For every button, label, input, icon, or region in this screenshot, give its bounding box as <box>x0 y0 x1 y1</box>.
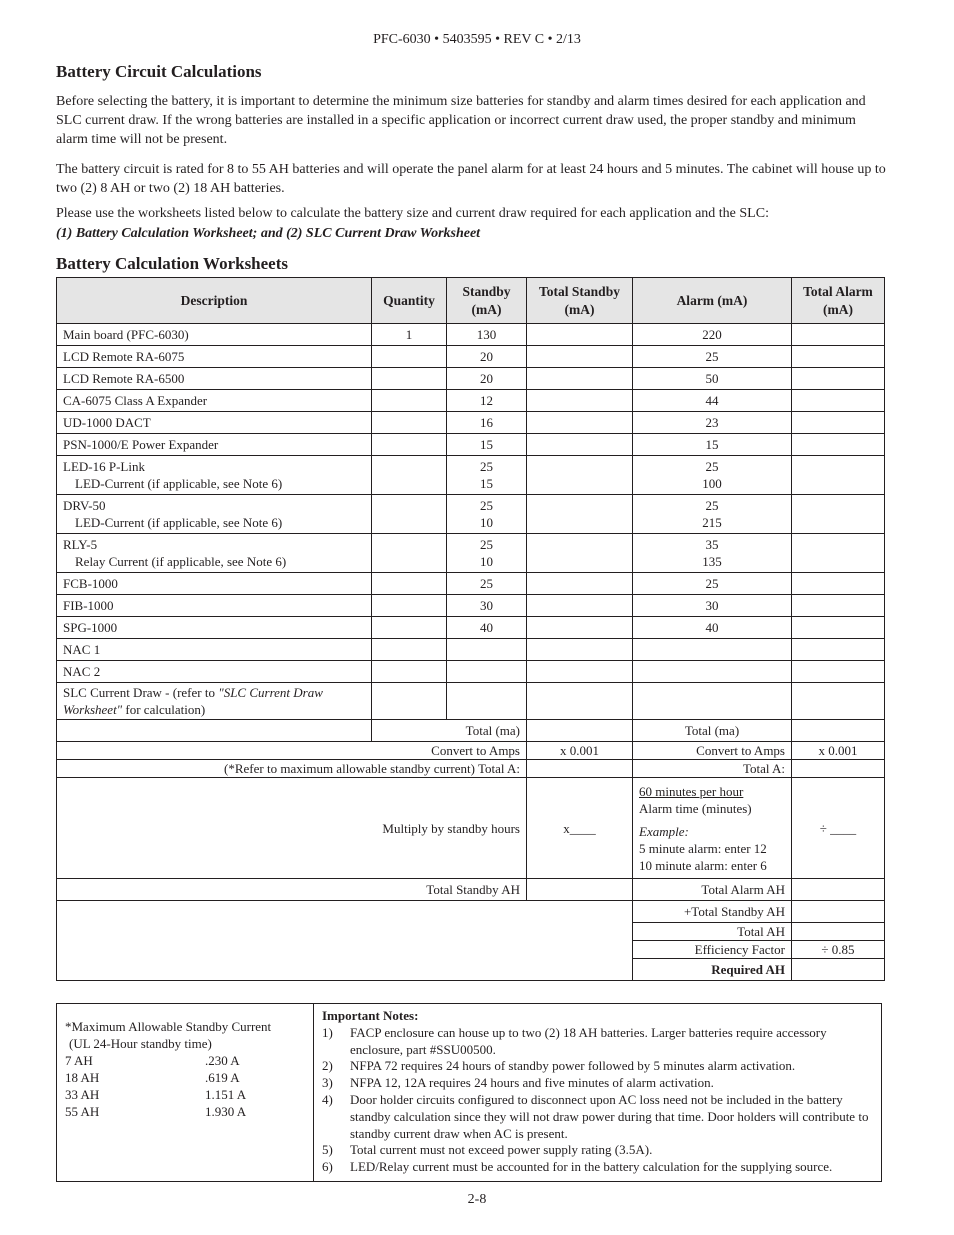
required-ah-cell[interactable] <box>792 959 885 981</box>
row-standby-value-2: 15 <box>480 476 493 491</box>
note-number: 6) <box>322 1159 333 1175</box>
row-total-standby[interactable] <box>527 534 633 573</box>
row-total-alarm[interactable] <box>792 495 885 534</box>
row-quantity[interactable] <box>372 534 447 573</box>
row-alarm-value-2: 135 <box>702 554 722 569</box>
row-description: UD-1000 DACT <box>57 412 372 434</box>
table-row <box>57 534 885 573</box>
max-standby-current-panel <box>57 1004 314 1181</box>
table-row <box>57 434 885 456</box>
max-standby-row <box>65 1052 305 1069</box>
row-total-alarm[interactable] <box>792 390 885 412</box>
row-alarm-value: 25 <box>705 498 719 513</box>
row-total-standby[interactable] <box>527 390 633 412</box>
row-alarm: 44 <box>633 390 792 412</box>
max-standby-row <box>65 1069 305 1086</box>
table-row <box>57 661 885 683</box>
row-standby: 25 <box>447 573 527 595</box>
row-alarm: 25 <box>633 346 792 368</box>
row-quantity[interactable] <box>372 368 447 390</box>
slc-quantity-cell[interactable] <box>372 683 447 720</box>
header-total-standby: Total Standby (mA) <box>527 278 633 324</box>
total-a-alarm-label: Total A: <box>633 760 792 778</box>
row-total-alarm[interactable] <box>792 595 885 617</box>
row-total-alarm[interactable] <box>792 368 885 390</box>
row-description: LCD Remote RA-6075 <box>57 346 372 368</box>
note-number: 4) <box>322 1091 333 1107</box>
row-total-alarm[interactable] <box>792 456 885 495</box>
total-a-alarm-cell[interactable] <box>792 760 885 778</box>
slc-total-alarm-cell[interactable] <box>792 683 885 720</box>
row-alarm <box>633 661 792 683</box>
row-total-standby[interactable] <box>527 595 633 617</box>
row-alarm: 23 <box>633 412 792 434</box>
battery-size: 33 AH <box>65 1087 100 1102</box>
device-rows <box>57 324 885 683</box>
slc-standby-cell[interactable] <box>447 683 527 720</box>
row-device-name: DRV-50 <box>63 498 106 513</box>
row-alarm: 30 <box>633 595 792 617</box>
row-alarm-value-2: 100 <box>702 476 722 491</box>
row-standby-value: 25 <box>480 498 493 513</box>
battery-calculation-table <box>56 277 885 981</box>
row-standby <box>447 534 527 573</box>
total-standby-ah-cell[interactable] <box>527 879 633 901</box>
multiply-standby-input[interactable]: x____ <box>527 778 633 879</box>
row-standby: 12 <box>447 390 527 412</box>
max-current: 1.151 A <box>205 1087 247 1102</box>
row-device-name: RLY-5 <box>63 537 98 552</box>
row-total-standby[interactable] <box>527 324 633 346</box>
alarm-time-instructions <box>633 778 792 879</box>
row-alarm <box>633 639 792 661</box>
row-sub-description: LED-Current (if applicable, see Note 6) <box>75 515 283 530</box>
plus-standby-row <box>57 901 885 923</box>
row-total-alarm[interactable] <box>792 617 885 639</box>
row-total-standby[interactable] <box>527 661 633 683</box>
row-total-standby[interactable] <box>527 495 633 534</box>
row-alarm-value: 35 <box>705 537 719 552</box>
row-alarm: 25 <box>633 573 792 595</box>
row-total-alarm[interactable] <box>792 661 885 683</box>
table-row <box>57 412 885 434</box>
intro-paragraph: Before selecting the battery, it is important to determine the minimum size batteries for standby and alarm times desired for each application and SLC current draw. If the wrong batteries are installed in a specific application or incorrect current draw used, the proper standby and minimum alarm time will not be present. <box>56 94 866 147</box>
plus-total-standby-ah-cell[interactable] <box>792 901 885 923</box>
row-standby: 16 <box>447 412 527 434</box>
row-standby: 40 <box>447 617 527 639</box>
row-sub-description: Relay Current (if applicable, see Note 6) <box>75 554 287 569</box>
table-row <box>57 390 885 412</box>
note-item <box>322 1092 873 1142</box>
example-ten-minute: 10 minute alarm: enter 6 <box>639 857 767 873</box>
note-text: Total current must not exceed power supply rating (3.5A). <box>350 1142 653 1158</box>
required-ah-label: Required AH <box>633 959 792 981</box>
header-quantity: Quantity <box>372 278 447 324</box>
efficiency-factor-label: Efficiency Factor <box>633 941 792 959</box>
row-alarm-value-2: 215 <box>702 515 722 530</box>
efficiency-factor-value: ÷ 0.85 <box>792 941 885 959</box>
row-description: FIB-1000 <box>57 595 372 617</box>
row-total-alarm[interactable] <box>792 434 885 456</box>
total-ah-cell[interactable] <box>792 923 885 941</box>
max-standby-row <box>65 1103 305 1120</box>
row-standby-value-2: 10 <box>480 554 493 569</box>
row-total-alarm[interactable] <box>792 639 885 661</box>
row-description: CA-6075 Class A Expander <box>57 390 372 412</box>
important-notes-list <box>322 1025 873 1176</box>
row-total-alarm[interactable] <box>792 412 885 434</box>
total-ma-standby-label: Total (ma) <box>372 720 527 742</box>
max-standby-title: *Maximum Allowable Standby Current <box>65 1019 272 1034</box>
total-ma-alarm-cell[interactable] <box>792 720 885 742</box>
header-standby: Standby (mA) <box>447 278 527 324</box>
row-sub-description: LED-Current (if applicable, see Note 6) <box>75 476 283 491</box>
row-description <box>57 534 372 573</box>
important-notes-title: Important Notes: <box>322 1008 419 1023</box>
row-standby-value: 25 <box>480 459 493 474</box>
max-standby-rows <box>65 1052 305 1120</box>
row-alarm: 50 <box>633 368 792 390</box>
row-description: Main board (PFC-6030) <box>57 324 372 346</box>
row-standby-value-2: 10 <box>480 515 493 530</box>
row-quantity[interactable] <box>372 639 447 661</box>
note-number: 2) <box>322 1058 333 1074</box>
row-quantity[interactable] <box>372 456 447 495</box>
total-ma-standby-cell[interactable] <box>527 720 633 742</box>
total-amps-row <box>57 760 885 778</box>
alarm-minutes-denominator: Alarm time (minutes) <box>639 800 752 816</box>
slc-suffix: for calculation) <box>122 702 206 717</box>
total-alarm-ah-label: Total Alarm AH <box>633 879 792 901</box>
row-quantity[interactable] <box>372 412 447 434</box>
note-text: Door holder circuits configured to disconnect upon AC loss need not be included in the battery standby calculation since they will not draw power during that time. Door holders will contribute to standby current draw when AC is present. <box>350 1091 869 1141</box>
slc-description <box>57 683 372 720</box>
note-item <box>322 1058 873 1075</box>
refer-max-label: (*Refer to maximum allowable standby current) Total A: <box>57 760 527 778</box>
rating-paragraph: The battery circuit is rated for 8 to 55 AH batteries and will operate the panel alarm for at least 24 hours and 5 minutes. The cabinet will house up to two (2) 8 AH or two (2) 18 AH batteries. <box>56 162 886 196</box>
table-header-row <box>57 278 885 324</box>
total-ma-alarm-label: Total (ma) <box>633 720 792 742</box>
row-total-alarm[interactable] <box>792 573 885 595</box>
row-total-alarm[interactable] <box>792 534 885 573</box>
plus-total-standby-ah-label: +Total Standby AH <box>633 901 792 923</box>
table-row <box>57 595 885 617</box>
convert-factor-standby: x 0.001 <box>527 742 633 760</box>
convert-amps-standby-label: Convert to Amps <box>57 742 527 760</box>
convert-amps-row <box>57 742 885 760</box>
example-five-minute: 5 minute alarm: enter 12 <box>639 840 767 856</box>
row-description: PSN-1000/E Power Expander <box>57 434 372 456</box>
row-quantity[interactable] <box>372 595 447 617</box>
row-description <box>57 495 372 534</box>
table-row <box>57 639 885 661</box>
row-quantity[interactable] <box>372 346 447 368</box>
max-current: .230 A <box>205 1053 240 1068</box>
row-quantity[interactable] <box>372 617 447 639</box>
row-alarm <box>633 456 792 495</box>
header-alarm: Alarm (mA) <box>633 278 792 324</box>
row-alarm: 40 <box>633 617 792 639</box>
row-quantity[interactable] <box>372 495 447 534</box>
note-number: 3) <box>322 1075 333 1091</box>
note-item <box>322 1025 873 1059</box>
slc-total-standby-cell[interactable] <box>527 683 633 720</box>
row-description <box>57 456 372 495</box>
total-ah-label: Total AH <box>633 923 792 941</box>
row-standby <box>447 456 527 495</box>
row-alarm: 220 <box>633 324 792 346</box>
total-a-standby-cell[interactable] <box>527 760 633 778</box>
row-description: FCB-1000 <box>57 573 372 595</box>
table-row <box>57 573 885 595</box>
note-text: LED/Relay current must be accounted for in the battery calculation for the supplying source. <box>350 1159 833 1175</box>
summary-blank-area <box>57 901 633 981</box>
worksheet-instructions: Please use the worksheets listed below to calculate the battery size and current draw required for each application and the SLC: <box>56 206 769 221</box>
row-standby: 30 <box>447 595 527 617</box>
important-notes-panel <box>314 1004 881 1181</box>
slc-prefix: SLC Current Draw - (refer to <box>63 685 219 700</box>
total-ma-row <box>57 720 885 742</box>
notes-box <box>56 1003 882 1182</box>
row-standby: 15 <box>447 434 527 456</box>
row-quantity[interactable] <box>372 573 447 595</box>
multiply-standby-label: Multiply by standby hours <box>57 778 527 879</box>
section-title-worksheets: Battery Calculation Worksheets <box>56 254 289 273</box>
table-row <box>57 346 885 368</box>
note-text: FACP enclosure can house up to two (2) 18 AH batteries. Larger batteries require accessory enclosure, part #SSU00500. <box>350 1024 827 1057</box>
note-number: 5) <box>322 1142 333 1158</box>
row-description: SPG-1000 <box>57 617 372 639</box>
row-description: NAC 1 <box>57 639 372 661</box>
section-title-battery-circuit: Battery Circuit Calculations <box>56 62 262 81</box>
row-total-standby[interactable] <box>527 573 633 595</box>
alarm-minutes-numerator: 60 minutes per hour <box>639 783 744 799</box>
note-item <box>322 1142 873 1159</box>
note-text: NFPA 12, 12A requires 24 hours and five minutes of alarm activation. <box>350 1075 714 1091</box>
note-item <box>322 1075 873 1092</box>
battery-size: 7 AH <box>65 1053 93 1068</box>
table-row <box>57 617 885 639</box>
row-total-standby[interactable] <box>527 617 633 639</box>
max-current: 1.930 A <box>205 1104 247 1119</box>
row-description: NAC 2 <box>57 661 372 683</box>
slc-alarm-cell[interactable] <box>633 683 792 720</box>
convert-amps-alarm-label: Convert to Amps <box>633 742 792 760</box>
row-total-alarm[interactable] <box>792 324 885 346</box>
row-quantity[interactable] <box>372 390 447 412</box>
total-ah-row <box>57 879 885 901</box>
row-standby: 130 <box>447 324 527 346</box>
row-standby: 20 <box>447 346 527 368</box>
multiply-row <box>57 778 885 879</box>
row-description: LCD Remote RA-6500 <box>57 368 372 390</box>
max-standby-row <box>65 1086 305 1103</box>
table-row <box>57 368 885 390</box>
row-total-standby[interactable] <box>527 412 633 434</box>
table-row <box>57 456 885 495</box>
slc-worksheet-ref: "SLC Current Draw Worksheet" <box>63 685 323 717</box>
row-total-standby[interactable] <box>527 434 633 456</box>
battery-size: 18 AH <box>65 1070 100 1085</box>
row-standby <box>447 639 527 661</box>
table-row <box>57 324 885 346</box>
row-standby: 20 <box>447 368 527 390</box>
row-total-standby[interactable] <box>527 639 633 661</box>
row-standby <box>447 495 527 534</box>
row-total-standby[interactable] <box>527 346 633 368</box>
row-alarm-value: 25 <box>705 459 719 474</box>
divide-alarm-input[interactable]: ÷ ____ <box>792 778 885 879</box>
row-standby-value: 25 <box>480 537 493 552</box>
row-standby <box>447 661 527 683</box>
convert-factor-alarm: x 0.001 <box>792 742 885 760</box>
row-total-standby[interactable] <box>527 368 633 390</box>
row-total-standby[interactable] <box>527 456 633 495</box>
row-alarm: 15 <box>633 434 792 456</box>
page-header: PFC-6030 • 5403595 • REV C • 2/13 <box>373 32 581 47</box>
row-total-alarm[interactable] <box>792 346 885 368</box>
header-description: Description <box>57 278 372 324</box>
table-row <box>57 495 885 534</box>
slc-current-row <box>57 683 885 720</box>
max-standby-subtitle: (UL 24-Hour standby time) <box>69 1036 212 1051</box>
note-text: NFPA 72 requires 24 hours of standby power followed by 5 minutes alarm activation. <box>350 1058 796 1074</box>
note-number: 1) <box>322 1024 333 1040</box>
page-number: 2-8 <box>467 1192 487 1207</box>
example-label: Example: <box>639 823 689 839</box>
header-total-alarm: Total Alarm (mA) <box>792 278 885 324</box>
row-alarm <box>633 495 792 534</box>
total-alarm-ah-cell[interactable] <box>792 879 885 901</box>
total-ma-blank <box>57 720 372 742</box>
worksheet-list: (1) Battery Calculation Worksheet; and (2) SLC Current Draw Worksheet <box>56 226 481 241</box>
max-current: .619 A <box>205 1070 240 1085</box>
row-device-name: LED-16 P-Link <box>63 459 145 474</box>
row-quantity[interactable] <box>372 434 447 456</box>
row-quantity[interactable]: 1 <box>372 324 447 346</box>
battery-size: 55 AH <box>65 1104 100 1119</box>
row-quantity[interactable] <box>372 661 447 683</box>
total-standby-ah-label: Total Standby AH <box>57 879 527 901</box>
note-item <box>322 1159 873 1176</box>
row-alarm <box>633 534 792 573</box>
